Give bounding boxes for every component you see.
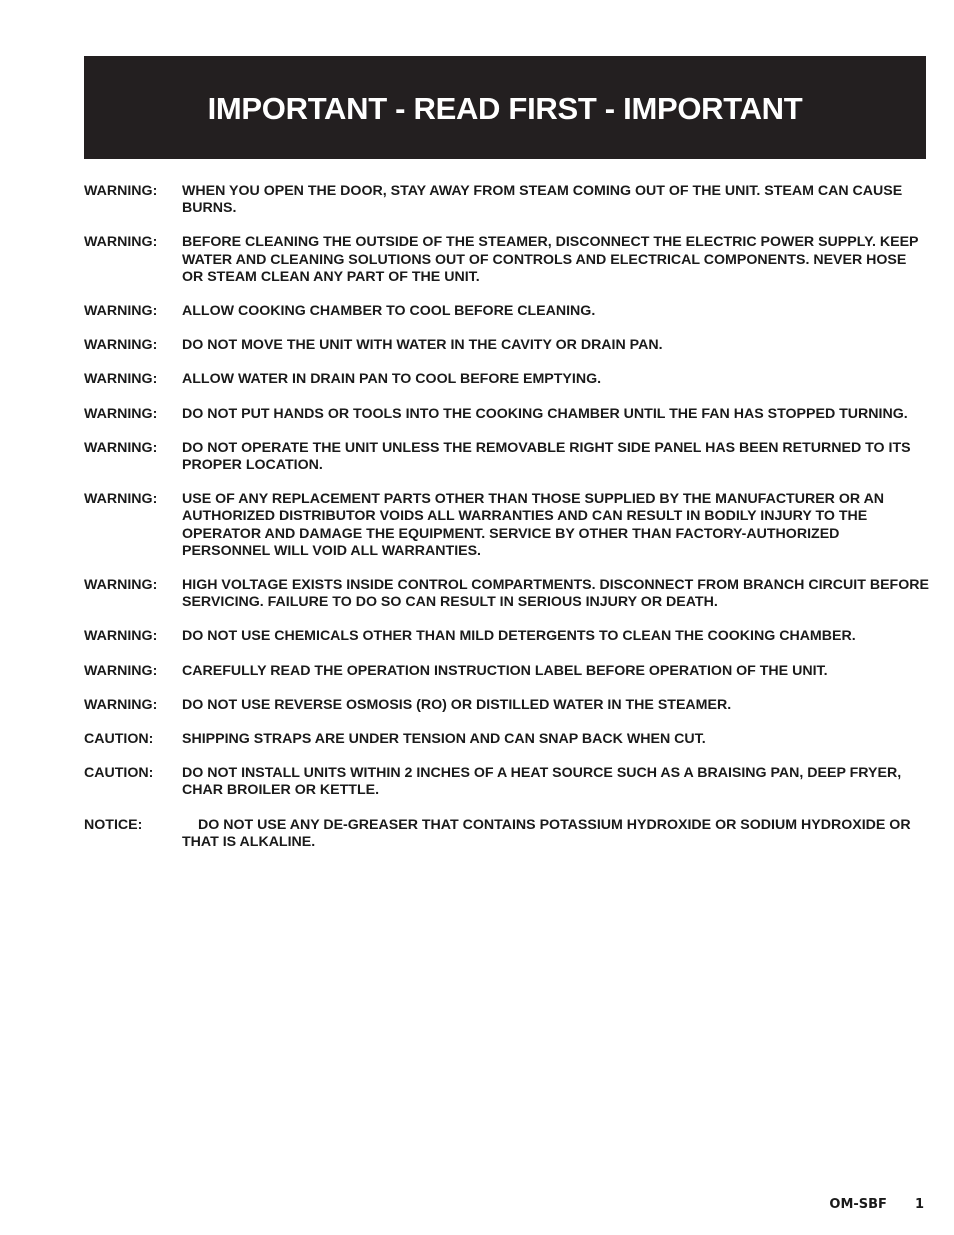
page-footer [829, 1197, 924, 1212]
notice-text: BEFORE CLEANING THE OUTSIDE OF THE STEAMER, DISCONNECT THE ELECTRIC POWER SUPPLY. KEEP WATER AND CLEANING SOLUTIONS OUT OF CONTROLS AND ELECTRICAL COMPONENTS. NEVER HOSE OR STEAM CLEAN ANY PART OF THE UNIT. [182, 234, 919, 285]
notice-text: WHEN YOU OPEN THE DOOR, STAY AWAY FROM STEAM COMING OUT OF THE UNIT. STEAM CAN CAUSE BURNS. [182, 183, 903, 217]
page-number: 1 [914, 1197, 924, 1212]
warning-notice [84, 234, 930, 286]
notice-label: WARNING: [84, 303, 158, 320]
notice-label: WARNING: [84, 337, 158, 354]
notice-label: CAUTION: [84, 731, 154, 748]
warning-notice [84, 371, 930, 388]
notice-label: WARNING: [84, 696, 158, 713]
notice-label: WARNING: [84, 405, 158, 422]
notice-label: WARNING: [84, 662, 158, 679]
warning-notice [84, 491, 930, 560]
notice-text: SHIPPING STRAPS ARE UNDER TENSION AND CAN SNAP BACK WHEN CUT. [182, 731, 706, 748]
notice-text: CAREFULLY READ THE OPERATION INSTRUCTION LABEL BEFORE OPERATION OF THE UNIT. [182, 662, 828, 679]
notice-text: USE OF ANY REPLACEMENT PARTS OTHER THAN THOSE SUPPLIED BY THE MANUFACTURER OR AN AUTHORIZED DISTRIBUTOR VOIDS ALL WARRANTIES AND CAN RESULT IN BODILY INJURY TO THE OPERATOR AND DAMAGE THE EQUIPMENT. SERVICE BY OTHER THAN FACTORY-AUTHORIZED PERSONNEL WILL VOID ALL WARRANTIES. [182, 491, 885, 559]
warning-notice [84, 663, 930, 680]
document-code: OM-SBF [829, 1197, 887, 1212]
notice-label: WARNING: [84, 371, 158, 388]
notice-label: WARNING: [84, 234, 158, 251]
notice-text: HIGH VOLTAGE EXISTS INSIDE CONTROL COMPARTMENTS. DISCONNECT FROM BRANCH CIRCUIT BEFORE SERVICING. FAILURE TO DO SO CAN RESULT IN SERIOUS INJURY OR DEATH. [182, 577, 929, 611]
caution-notice [84, 731, 930, 748]
warning-notice [84, 303, 930, 320]
notice-text: DO NOT MOVE THE UNIT WITH WATER IN THE CAVITY OR DRAIN PAN. [182, 337, 663, 354]
notice-text: DO NOT USE CHEMICALS OTHER THAN MILD DETERGENTS TO CLEAN THE COOKING CHAMBER. [182, 628, 856, 645]
page-title: IMPORTANT - READ FIRST - IMPORTANT [207, 91, 803, 126]
notice-text: ALLOW WATER IN DRAIN PAN TO COOL BEFORE EMPTYING. [182, 371, 602, 388]
warning-notice [84, 440, 930, 474]
safety-notices-list [84, 183, 930, 868]
notice-label: NOTICE: [84, 816, 143, 833]
notice-label: WARNING: [84, 577, 158, 594]
notice-label: WARNING: [84, 183, 158, 199]
notice-text: DO NOT INSTALL UNITS WITHIN 2 INCHES OF A HEAT SOURCE SUCH AS A BRAISING PAN, DEEP FRYER, CHAR BROILER OR KETTLE. [182, 765, 902, 799]
notice-label: WARNING: [84, 439, 158, 456]
warning-notice [84, 337, 930, 354]
notice-text: DO NOT USE REVERSE OSMOSIS (RO) OR DISTILLED WATER IN THE STEAMER. [182, 696, 732, 713]
warning-notice [84, 628, 930, 645]
notice-text: DO NOT OPERATE THE UNIT UNLESS THE REMOVABLE RIGHT SIDE PANEL HAS BEEN RETURNED TO ITS PROPER LOCATION. [182, 439, 911, 474]
warning-notice [84, 183, 930, 217]
notice-label: WARNING: [84, 628, 158, 645]
warning-notice [84, 406, 930, 423]
caution-notice [84, 765, 930, 799]
notice-text: DO NOT PUT HANDS OR TOOLS INTO THE COOKING CHAMBER UNTIL THE FAN HAS STOPPED TURNING. [182, 405, 908, 422]
notice-text: DO NOT USE ANY DE-GREASER THAT CONTAINS POTASSIUM HYDROXIDE OR SODIUM HYDROXIDE OR THAT IS ALKALINE. [182, 816, 911, 850]
notice-notice [84, 817, 930, 851]
notice-text: ALLOW COOKING CHAMBER TO COOL BEFORE CLEANING. [182, 303, 596, 320]
notice-label: CAUTION: [84, 765, 154, 782]
warning-notice [84, 697, 930, 714]
notice-label: WARNING: [84, 491, 158, 508]
header-banner [84, 56, 926, 159]
warning-notice [84, 577, 930, 611]
